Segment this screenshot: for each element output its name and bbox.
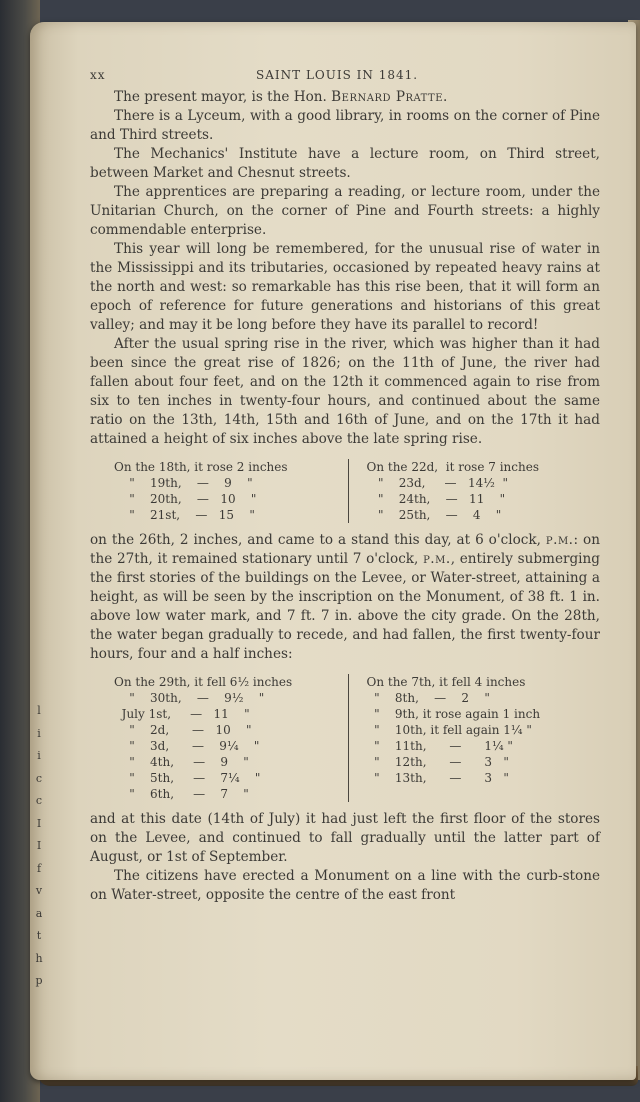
- paragraph-recede: and at this date (14th of July) it had just left the first floor of the stores on the Levee, and continued to fall gradually until the latter part of August, or 1st of September.: [90, 811, 600, 865]
- bleed-letter: h: [35, 951, 43, 965]
- bleed-letter: i: [37, 749, 41, 762]
- rise-table-right: [348, 459, 601, 523]
- text: , entirely submerging the first stories of the buildings on the Levee, or Water-street, attaining a height, as will be seen by the inscription on the Monument, of 38 ft. 1 in. above low water mark, and 7 ft. 7 in. above the city grade. On the 28th, the water began gradually to recede, and had fallen, the first twenty-four hours, four and a half inches:: [90, 551, 600, 662]
- pm-abbr: p.m.: [423, 551, 451, 567]
- bleed-letter: v: [35, 884, 43, 897]
- table-row: " 6th, — 7 ": [114, 787, 249, 801]
- bleed-letter: l: [37, 704, 41, 717]
- paragraph-mayor: [90, 88, 600, 107]
- fall-table: [90, 674, 600, 802]
- table-row: " 12th, — 3 ": [366, 755, 509, 769]
- bleed-letter: i: [37, 726, 41, 740]
- paragraph-flood-intro: This year will long be remembered, for the unusual rise of water in the Mississippi and its tributaries, occasioned by repeated heavy rains at the north and west: so remarkable has this rise been, that it will form an epoch of reference for future generations and historians of this great valley; and may it be long before they have its parallel to record!: [90, 241, 600, 333]
- table-row: " 10th, it fell again 1¼ ": [366, 723, 532, 737]
- table-row: " 21st, — 15 ": [114, 508, 255, 522]
- bleed-letter: p: [35, 974, 43, 987]
- rise-table: [90, 459, 600, 523]
- page-content: [90, 62, 600, 905]
- bleed-through-letters: [34, 700, 44, 993]
- running-title: SAINT LOUIS IN 1841.: [256, 68, 419, 82]
- table-row: " 20th, — 10 ": [114, 492, 257, 506]
- table-row: " 4th, — 9 ": [114, 755, 249, 769]
- table-row: On the 7th, it fell 4 inches: [366, 675, 526, 689]
- text: The present mayor, is the Hon.: [114, 89, 332, 105]
- paragraph-monument: The citizens have erected a Monument on a line with the curb-stone on Water-street, opposite the centre of the east front: [90, 868, 600, 903]
- fall-table-left: [90, 674, 348, 802]
- paragraph-apprentices: The apprentices are preparing a reading, or lecture room, under the Unitarian Church, on the corner of Pine and Fourth streets: a highly commendable enterprise.: [90, 184, 600, 238]
- text: : on the 27th, it remained stationary until 7 o'clock,: [90, 532, 600, 567]
- bleed-letter: a: [35, 906, 43, 920]
- table-row: " 3d, — 9¼ ": [114, 739, 260, 753]
- mayor-name: Bernard Pratte: [331, 89, 444, 105]
- table-row: " 8th, — 2 ": [366, 691, 490, 705]
- paragraph-spring-rise: After the usual spring rise in the river, which was higher than it had been since the great rise of 1826; on the 11th of June, the river had fallen about four feet, and on the 12th it commenced again to rise from six to ten inches in twenty-four hours, and continued about the same ratio on the 13th, 14th, 15th and 16th of June, and on the 17th it had attained a height of six inches above the late spring rise.: [90, 336, 600, 447]
- table-row: " 5th, — 7¼ ": [114, 771, 261, 785]
- text: on the 26th, 2 inches, and came to a stand this day, at 6 o'clock,: [90, 532, 546, 548]
- table-row: " 23d, — 14½ ": [366, 476, 509, 490]
- table-row: " 19th, — 9 ": [114, 476, 253, 490]
- bleed-letter: t: [36, 929, 42, 942]
- paragraph-stand: [90, 531, 600, 664]
- table-row: " 2d, — 10 ": [114, 723, 252, 737]
- pm-abbr: p.m.: [545, 532, 574, 548]
- table-row: On the 22d, it rose 7 inches: [366, 460, 539, 474]
- running-header: [90, 62, 600, 88]
- bleed-letter: c: [35, 771, 43, 785]
- fall-table-right: [348, 674, 601, 802]
- table-row: " 24th, — 11 ": [366, 492, 506, 506]
- bleed-letter: c: [35, 794, 43, 807]
- bleed-letter: I: [36, 816, 42, 830]
- table-row: On the 18th, it rose 2 inches: [114, 460, 288, 474]
- rise-table-left: [90, 459, 348, 523]
- table-row: " 13th, — 3 ": [366, 771, 509, 785]
- table-row: " 25th, — 4 ": [366, 508, 502, 522]
- table-row: July 1st, — 11 ": [114, 707, 250, 721]
- paragraph-mechanics: The Mechanics' Institute have a lecture room, on Third street, between Market and Chesnut streets.: [90, 146, 600, 181]
- text: .: [443, 89, 448, 105]
- table-row: " 9th, it rose again 1 inch: [366, 707, 541, 721]
- table-row: " 11th, — 1¼ ": [366, 739, 513, 753]
- bleed-letter: f: [36, 861, 42, 875]
- table-row: On the 29th, it fell 6½ inches: [114, 675, 293, 689]
- bleed-letter: I: [36, 839, 42, 852]
- paragraph-lyceum: There is a Lyceum, with a good library, in rooms on the corner of Pine and Third streets.: [90, 108, 600, 143]
- table-row: " 30th, — 9½ ": [114, 691, 265, 705]
- page-number: xx: [90, 68, 106, 82]
